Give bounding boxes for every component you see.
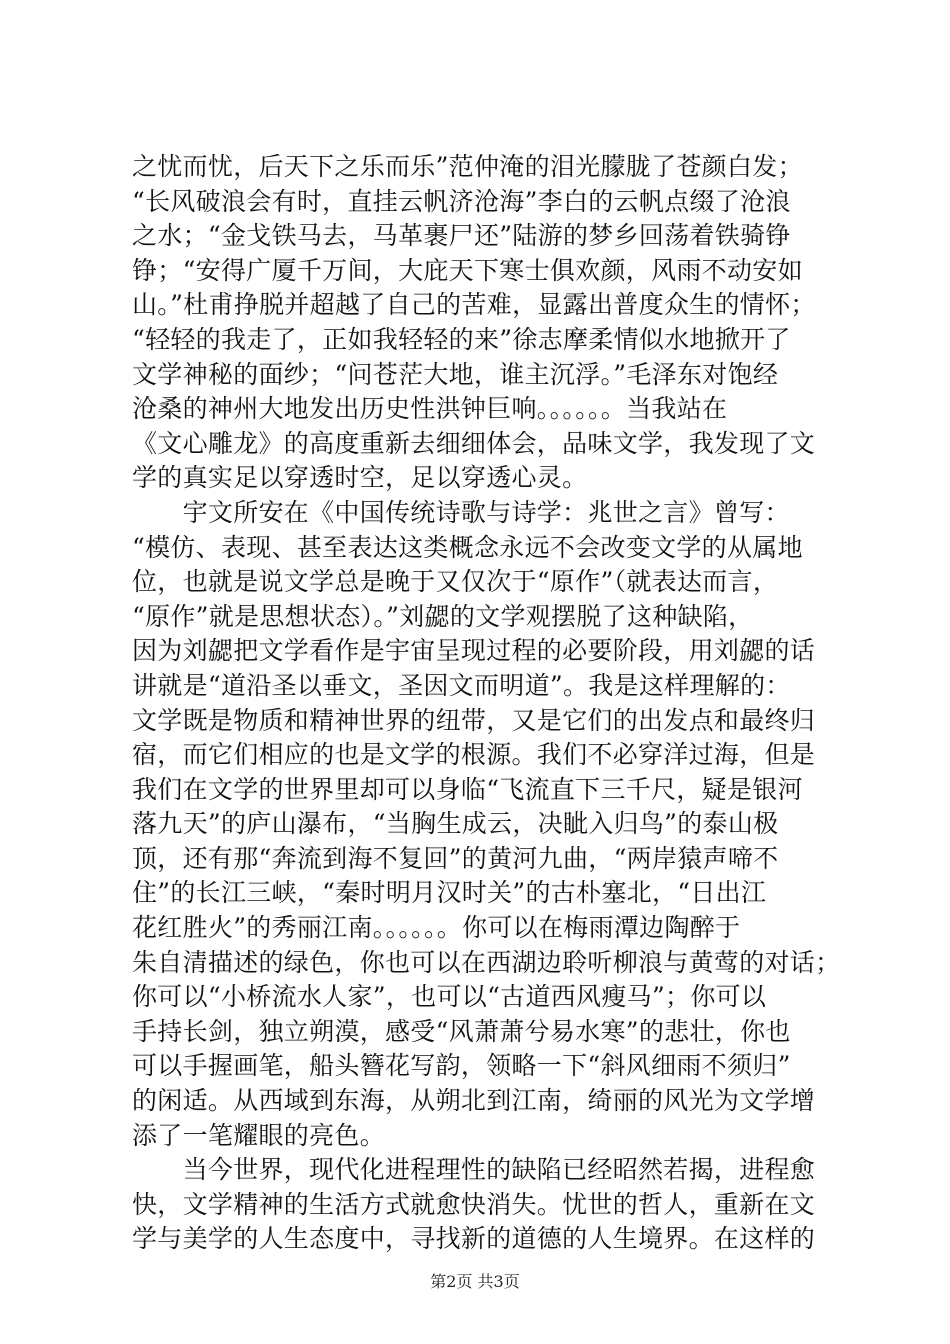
text-line: 快，文学精神的生活方式就愈快消失。忧世的哲人，重新在文 [132,1189,816,1219]
text-line: 位，也就是说文学总是晚于又仅次于“原作”（就表达而言， [132,567,779,597]
text-line: 手持长剑，独立朔漠，感受“风萧萧兮易水寒”的悲壮，你也 [132,1016,791,1046]
text-line: 花红胜火”的秀丽江南。。。。。。你可以在梅雨潭边陶醉于 [132,913,741,943]
text-line: 之水；“金戈铁马去，马革裹尸还”陆游的梦乡回荡着铁骑铮 [132,221,791,251]
text-line: 当今世界，现代化进程理性的缺陷已经昭然若揭，进程愈 [132,1155,816,1185]
text-line: 沧桑的神州大地发出历史性洪钟巨响。。。。。。当我站在 [132,394,728,424]
text-line: 可以手握画笔，船头簪花写韵，领略一下“斜风细雨不须归” [132,1051,791,1081]
text-line: “长风破浪会有时，直挂云帆济沧海”李白的云帆点缀了沧浪 [132,186,791,216]
text-line: 讲就是“道沿圣以垂文，圣因文而明道”。我是这样理解的： [132,670,791,700]
text-line: 的闲适。从西域到东海，从朔北到江南，绮丽的风光为文学增 [132,1086,816,1116]
text-line: 我们在文学的世界里却可以身临“飞流直下三千尺，疑是银河 [132,774,803,804]
text-line: 《文心雕龙》的高度重新去细细体会，品味文学，我发现了文 [132,428,816,458]
text-line: 因为刘勰把文学看作是宇宙呈现过程的必要阶段，用刘勰的话 [132,636,816,666]
text-line: 之忧而忧，后天下之乐而乐”范仲淹的泪光朦胧了苍颜白发； [132,152,803,181]
text-line: 学的真实足以穿透时空，足以穿透心灵。 [132,463,588,493]
text-line: 宇文所安在《中国传统诗歌与诗学：兆世之言》曾写： [132,497,790,527]
text-line: 住”的长江三峡，“秦时明月汉时关”的古朴塞北，“日出江 [132,878,767,908]
text-line: 文学既是物质和精神世界的纽带，又是它们的出发点和最终归 [132,705,816,735]
text-line: 添了一笔耀眼的亮色。 [132,1120,386,1150]
text-line: 宿，而它们相应的也是文学的根源。我们不必穿洋过海，但是 [132,740,816,770]
text-line: 山。”杜甫挣脱并超越了自己的苦难，显露出普度众生的情怀； [132,290,816,320]
text-line: 铮；“安得广厦千万间，大庇天下寒士俱欢颜，风雨不动安如 [132,255,803,285]
text-line: 顶，还有那“奔流到海不复回”的黄河九曲，“两岸猿声啼不 [132,843,779,873]
text-line: “轻轻的我走了，正如我轻轻的来”徐志摩柔情似水地掀开了 [132,324,791,354]
text-line: “原作”就是思想状态）。”刘勰的文学观摆脱了这种缺陷， [132,601,754,631]
text-line: 你可以“小桥流水人家”，也可以“古道西风瘦马”；你可以 [132,982,767,1012]
text-line: 落九天”的庐山瀑布，“当胸生成云，决眦入归鸟”的泰山极 [132,809,779,839]
text-line: 文学神秘的面纱；“问苍茫大地，谁主沉浮。”毛泽东对饱经 [132,359,779,389]
text-line: “模仿、表现、甚至表达这类概念永远不会改变文学的从属地 [132,532,803,562]
text-line: 学与美学的人生态度中，寻找新的道德的人生境界。在这样的 [132,1224,816,1254]
body-text [132,150,841,1257]
text-line: 朱自清描述的绿色，你也可以在西湖边聆听柳浪与黄莺的对话； [132,947,841,977]
page-footer: 第2页 共3页 [430,1272,520,1291]
